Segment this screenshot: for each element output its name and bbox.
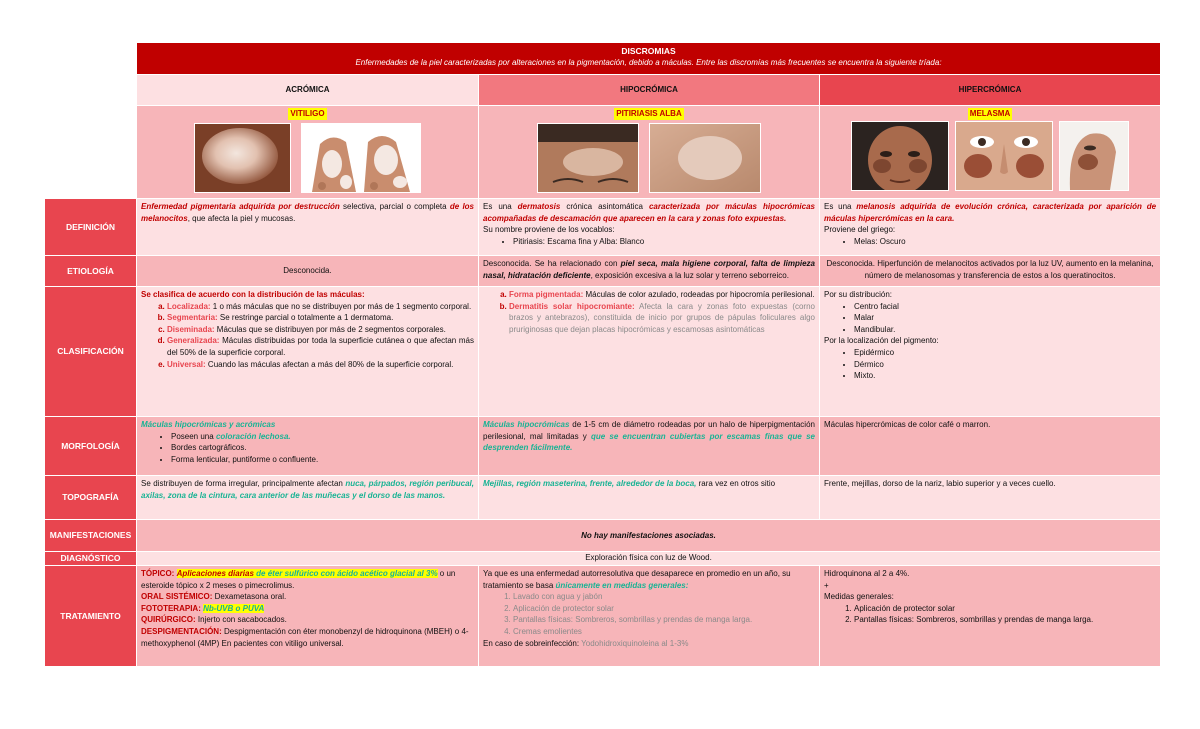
row-label-diagnostico: DIAGNÓSTICO: [45, 552, 137, 566]
title-text: DISCROMIAS: [621, 46, 676, 56]
definicion-acromica: Enfermedad pigmentaria adquirida por destrucción selectiva, parcial o completa de los melanocitos, que afecta la piel y mucosas.: [137, 199, 479, 256]
disease-vitiligo: VITILIGO: [290, 109, 325, 118]
morfologia-hipercromica: Máculas hipercrómicas de color café o marron.: [820, 417, 1161, 476]
header-acromica: ACRÓMICA: [137, 75, 479, 106]
topografia-acromica: Se distribuyen de forma irregular, principalmente afectan nuca, párpados, región peribucal, axilas, zona de la cintura, cara anterior de las muñecas y el dorso de las manos.: [137, 476, 479, 520]
melasma-profile-photo: [1059, 121, 1129, 191]
etiologia-hipocromica: Desconocida. Se ha relacionado con piel seca, mala higiene corporal, falta de limpieza nasal, hidratación deficiente, exposición excesiva a la luz solar y terreno seborreico.: [479, 256, 820, 287]
row-label-topografia: TOPOGRAFÍA: [45, 476, 137, 520]
row-label-etiologia: ETIOLOGÍA: [45, 256, 137, 287]
row-label-manifestaciones: MANIFESTACIONES: [45, 520, 137, 552]
row-label-tratamiento: TRATAMIENTO: [45, 566, 137, 667]
discromias-document: [44, 42, 1160, 667]
tratamiento-hipercromica: Hidroquinona al 2 a 4%. + Medidas generales: 1. Aplicación de protector solar 2. Pantallas físicas: Sombreros, sombrillas y prendas de manga larga.: [820, 566, 1161, 667]
etiologia-acromica: Desconocida.: [137, 256, 479, 287]
vitiligo-feet-photo: [301, 123, 421, 193]
disease-melasma: MELASMA: [969, 109, 1011, 118]
diagnostico-value: Exploración física con luz de Wood.: [137, 552, 1161, 566]
clasificacion-hipercromica: Por su distribución: • Centro facial • Malar • Mandibular. Por la localización del pigmento: • Epidérmico • Dérmico • Mixto.: [820, 287, 1161, 417]
row-label-morfologia: MORFOLOGÍA: [45, 417, 137, 476]
topografia-hipocromica: Mejillas, región maseterina, frente, alrededor de la boca, rara vez en otros sitio: [479, 476, 820, 520]
morfologia-hipocromica: Máculas hipocrómicas de 1-5 cm de diámetro rodeadas por un halo de hiperpigmentación perilesional, mal limitadas y que se encuentran cubiertas por escamas finas que se desprenden fácilmente.: [479, 417, 820, 476]
melasma-face-photo: [851, 121, 949, 191]
images-hipocromica: [479, 106, 820, 199]
topografia-hipercromica: Frente, mejillas, dorso de la nariz, labio superior y a veces cuello.: [820, 476, 1161, 520]
tratamiento-acromica: TÓPICO: Aplicaciones diarias de éter sulfúrico con ácido acético glacial al 3% o un esteroide tópico x 2 meses o pimecrolimus. ORAL SISTÉMICO: Dexametasona oral. FOTOTERAPIA: Nb-UVB o PUVA QUIRÚRGICO: Injerto con sacabocados. DESPIGMENTACIÓN: Despigmentación con éter monobenzyl de hidroquinona (MBEH) o 4-methoxyphenol (4MP) En pacientes con vitiligo universal.: [137, 566, 479, 667]
manifestaciones-value: No hay manifestaciones asociadas.: [137, 520, 1161, 552]
morfologia-acromica: Máculas hipocrómicas y acrómicas • Poseen una coloración lechosa. • Bordes cartográficos. • Forma lenticular, puntiforme o confluente.: [137, 417, 479, 476]
tratamiento-hipocromica: Ya que es una enfermedad autorresolutiva que desaparece en promedio en un año, su tratamiento se basa únicamente en medidas generales: 1. Lavado con agua y jabón 2. Aplicación de protector solar 3. Pantallas físicas: Sombreros, sombrillas y prendas de manga larga. 4. Cremas emolientes En caso de sobreinfección: Yodohidroxiquinoleina al 1-3%: [479, 566, 820, 667]
images-hipercromica: [820, 106, 1161, 199]
discromias-table: [44, 42, 1161, 667]
row-label-clasificacion: CLASIFICACIÓN: [45, 287, 137, 417]
vitiligo-patch-photo: [194, 123, 291, 193]
melasma-cheek-photo: [955, 121, 1053, 191]
header-hipercromica: HIPERCRÓMICA: [820, 75, 1161, 106]
definicion-hipercromica: Es una melanosis adquirida de evolución crónica, caracterizada por aparición de máculas hipercrómicas en la cara. Proviene del griego: • Melas: Oscuro: [820, 199, 1161, 256]
clasificacion-hipocromica: a. Forma pigmentada: Máculas de color azulado, rodeadas por hipocromía perilesional. b. Dermatitis solar hipocromiante: Afecta la cara y zonas foto expuestas (corno brazos y antebrazos), constituida de inicio por grupos de pápulas foliculares algo pruriginosas que dejan placas hipocrómicas y escamosas asintomáticas: [479, 287, 820, 417]
subtitle-text: Enfermedades de la piel caracterizadas por alteraciones en la pigmentación, debido a máculas. Entre las discromías más frecuentes se encuentra la siguiente tríada:: [355, 58, 942, 68]
etiologia-hipercromica: Desconocida. Hiperfunción de melanocitos activados por la luz UV, aumento en la melanina, número de melanosomas y transferencia de estos a los queratinocitos.: [820, 256, 1161, 287]
header-hipocromica: HIPOCRÓMICA: [479, 75, 820, 106]
row-label-definicion: DEFINICIÓN: [45, 199, 137, 256]
clasificacion-acromica: Se clasifica de acuerdo con la distribución de las máculas: a. Localizada: 1 o más máculas que no se distribuyen por más de 1 segmento corporal. b. Segmentaria: Se restringe parcial o totalmente a 1 dermatoma. c. Diseminada: Máculas que se distribuyen por más de 2 segmentos corporales. d. Generalizada: Máculas distribuidas por toda la superficie cutánea o que afectan más del 50% de la superficie corporal. e. Universal: Cuando las máculas afectan a más del 80% de la superficie corporal.: [137, 287, 479, 417]
images-acromica: [137, 106, 479, 199]
disease-pitiriasis: PITIRIASIS ALBA: [616, 109, 682, 118]
table-title: [137, 43, 1161, 75]
pityriasis-skin-photo: [649, 123, 761, 193]
pityriasis-forehead-photo: [537, 123, 639, 193]
definicion-hipocromica: Es una dermatosis crónica asintomática caracterizada por máculas hipocrómicas acompañadas de descamación que aparecen en la cara y zonas foto expuestas. Su nombre proviene de los vocablos: • Pitiriasis: Escama fina y Alba: Blanco: [479, 199, 820, 256]
